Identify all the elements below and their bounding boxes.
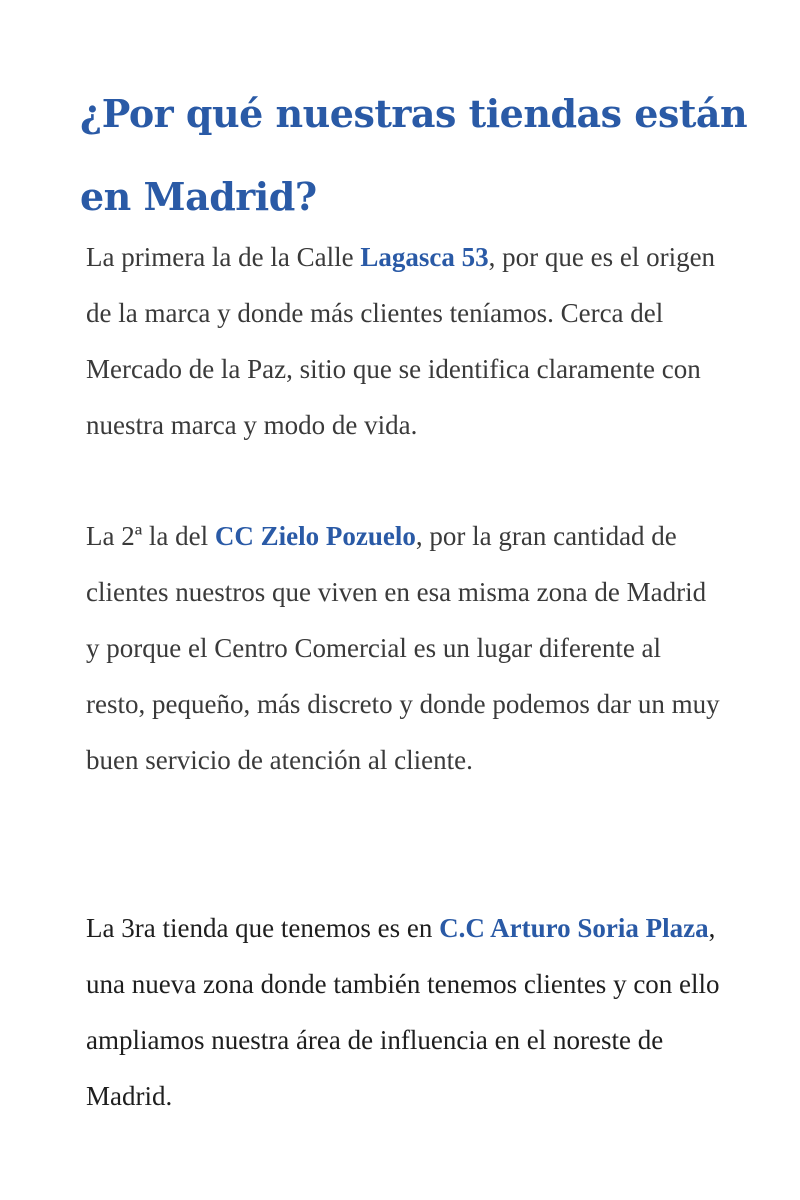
paragraph-zielo <box>86 508 726 788</box>
store-link-zielo-pozuelo[interactable]: CC Zielo Pozuelo <box>214 521 416 551</box>
paragraph-text-after: , por la gran cantidad de clientes nuestros que viven en esa misma zona de Madrid y porque el Centro Comercial es un lugar diferente al resto, pequeño, más discreto y donde podemos dar un muy buen servicio de atención al cliente. <box>86 521 720 775</box>
paragraph-text-after: , una nueva zona donde también tenemos clientes y con ello ampliamos nuestra área de influencia en el noreste de Madrid. <box>86 913 720 1111</box>
store-link-arturo-soria[interactable]: C.C Arturo Soria Plaza <box>439 913 709 943</box>
paragraph-lagasca <box>86 229 726 453</box>
paragraph-text-before: La 3ra tienda que tenemos es en <box>86 913 440 943</box>
store-link-lagasca[interactable]: Lagasca 53 <box>360 242 489 272</box>
paragraph-text-before: La 2ª la del <box>86 521 215 551</box>
section-heading: ¿Por qué nuestras tiendas están en Madrid? <box>80 91 748 219</box>
paragraph-arturo-soria <box>86 900 726 1124</box>
paragraph-text-after: , por que es el origen de la marca y donde más clientes teníamos. Cerca del Mercado de la Paz, sitio que se identifica claramente con nuestra marca y modo de vida. <box>86 242 716 440</box>
paragraph-text-before: La primera la de la Calle <box>86 242 361 272</box>
